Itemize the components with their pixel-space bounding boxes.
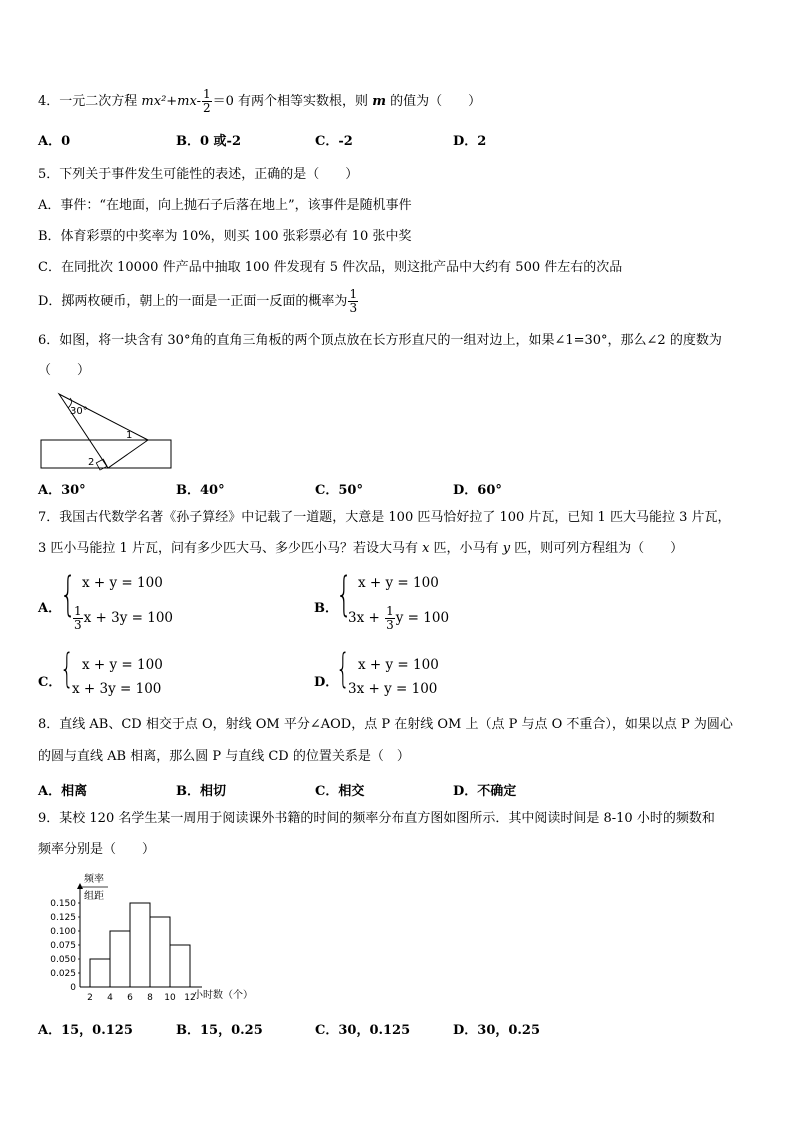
y-tick-label: 0 [70,983,76,993]
histogram-bar [90,959,110,987]
q7-b-brace: { [336,567,353,621]
q4-post: 的值为（ ） [385,94,482,109]
q7-option-d[interactable] [314,646,554,705]
q6-option-b[interactable]: B．40° [176,483,225,498]
q8-stem-cont: 的圆与直线 AB 相离，那么圆 P 与直线 CD 的位置关系是（ ） [38,749,410,764]
x-tick-label: 10 [164,993,176,1003]
q8-option-d[interactable]: D．不确定 [453,784,517,799]
q9-option-c[interactable]: C．30，0.125 [315,1023,411,1038]
q7-c-eq1: x + y = 100 [82,657,163,673]
q7-d-eq1: x + y = 100 [358,657,439,673]
q7-c-eq2: x + 3y = 100 [72,681,162,697]
q7-stem-cont [38,540,683,558]
q5-option-a[interactable]: A．事件：“在地面，向上抛石子后落在地上”，该事件是随机事件 [38,198,412,213]
histogram-bar [130,903,150,987]
y-tick-label: 0.025 [50,969,76,979]
q6-option-a[interactable]: A．30° [38,483,86,498]
q6-figure [38,388,178,472]
x-tick-label: 6 [127,993,133,1003]
q4-fraction [202,88,212,115]
q5-d-fraction [348,288,358,315]
q7-b-eq2-pre: 3x + [348,610,385,626]
q8-option-a[interactable]: A．相离 [38,784,88,799]
q7-c-label: C． [38,675,62,690]
q5-option-d[interactable] [38,288,359,315]
q7-stem2-b: 匹，小马有 [429,541,503,556]
q9-option-d[interactable]: D．30，0.25 [453,1023,541,1038]
q5-option-c[interactable]: C．在同批次 10000 件产品中抽取 100 件发现有 5 件次品，则这批产品中大约有 500 件左右的次品 [38,260,623,275]
q4-stem [38,88,481,115]
q4-frac-num: 1 [203,87,211,101]
q7-var-x: x [422,541,430,556]
angle-2-label: 2 [88,457,95,468]
histogram-bar [110,931,130,987]
q8-option-c[interactable]: C．相交 [315,784,365,799]
q7-b-eq1: x + y = 100 [358,575,439,591]
q8-option-b[interactable]: B．相切 [176,784,226,799]
q6-stem-cont: （ ） [38,363,91,378]
q7-option-a[interactable] [38,567,278,643]
angle-30-label: 30° [70,406,88,417]
q4-option-c[interactable]: C．-2 [315,134,353,149]
q4-expr: mx²+mx- [141,94,201,109]
q9-stem: 9．某校 120 名学生某一周用于阅读课外书籍的时间的频率分布直方图如图所示．其中阅读时间是 8-10 小时的频数和 [38,811,715,826]
q4-post-eq: ＝0 有两个相等实数根，则 [212,94,373,109]
x-tick-label: 2 [87,993,93,1003]
y-tick-label: 0.125 [50,913,76,923]
q4-option-a[interactable]: A．0 [38,134,71,149]
y-label-top: 频率 [84,874,104,885]
q9-option-b[interactable]: B．15，0.25 [176,1023,263,1038]
q9-option-a[interactable]: A．15，0.125 [38,1023,133,1038]
y-tick-label: 0.050 [50,955,76,965]
q4-pre: 4．一元二次方程 [38,94,142,109]
q7-a-frac-den: 3 [74,618,82,632]
q7-a-eq1: x + y = 100 [82,575,163,591]
q7-b-eq2 [348,605,449,632]
q7-stem: 7．我国古代数学名著《孙子算经》中记载了一道题，大意是 100 匹马恰好拉了 100 片瓦，已知 1 匹大马能拉 3 片瓦， [38,510,731,525]
q7-b-label: B． [314,601,338,616]
q7-option-b[interactable] [314,567,554,643]
q7-b-frac-den: 3 [386,618,394,632]
q7-option-c[interactable] [38,646,278,705]
q7-stem2-a: 3 匹小马能拉 1 片瓦，问有多少匹大马、多少匹小马？若设大马有 [38,541,423,556]
q5-option-b[interactable]: B．体育彩票的中奖率为 10%，则买 100 张彩票必有 10 张中奖 [38,229,412,244]
histogram-chart [38,868,268,1008]
q6-option-d[interactable]: D．60° [453,483,502,498]
q7-b-frac-num: 1 [386,604,394,618]
q5-d-num: 1 [349,287,358,301]
q7-d-brace: { [336,646,350,692]
q8-stem: 8．直线 AB、CD 相交于点 O，射线 OM 平分∠AOD，点 P 在射线 OM 上（点 P 与点 O 不重合），如果以点 P 为圆心 [38,717,733,732]
q5-stem: 5．下列关于事件发生可能性的表述，正确的是（ ） [38,167,359,182]
q6-option-c[interactable]: C．50° [315,483,363,498]
q5-d-den: 3 [349,301,358,315]
q4-m: m [372,94,386,109]
histogram-bar [150,917,170,987]
y-axis-arrow [77,883,83,889]
q4-frac-den: 2 [203,101,211,115]
y-tick-label: 0.100 [50,927,76,937]
y-label-bottom: 组距 [84,891,104,902]
q7-a-frac-num: 1 [74,604,82,618]
x-axis-label: 小时数（个） [193,990,253,1001]
y-tick-label: 0.075 [50,941,76,951]
q7-a-brace: { [60,567,77,621]
q7-a-label: A． [38,601,62,616]
x-tick-label: 12 [184,993,196,1003]
q7-d-eq2: 3x + y = 100 [348,681,438,697]
q9-stem-cont: 频率分别是（ ） [38,842,156,857]
y-tick-label: 0.150 [50,899,76,909]
q7-a-eq2-rest: x + 3y = 100 [83,610,174,626]
q7-stem2-c: 匹，则可列方程组为（ ） [510,541,684,556]
q7-b-eq2-rest: y = 100 [395,610,450,626]
histogram-bar [170,945,190,987]
q7-a-eq2 [72,605,173,632]
q7-d-label: D． [314,675,339,690]
q7-c-brace: { [60,646,74,692]
q7-var-y: y [502,541,511,556]
q4-option-d[interactable]: D．2 [453,134,487,149]
q4-option-b[interactable]: B．0 或-2 [176,134,242,149]
q5-d-text: D．掷两枚硬币，朝上的一面是一正面一反面的概率为 [38,294,348,309]
q6-stem: 6．如图，将一块含有 30°角的直角三角板的两个顶点放在长方形直尺的一组对边上，如果∠1=30°，那么∠2 的度数为 [38,333,722,348]
x-tick-label: 4 [107,993,113,1003]
x-tick-label: 8 [147,993,153,1003]
angle-1-label: 1 [126,430,133,441]
